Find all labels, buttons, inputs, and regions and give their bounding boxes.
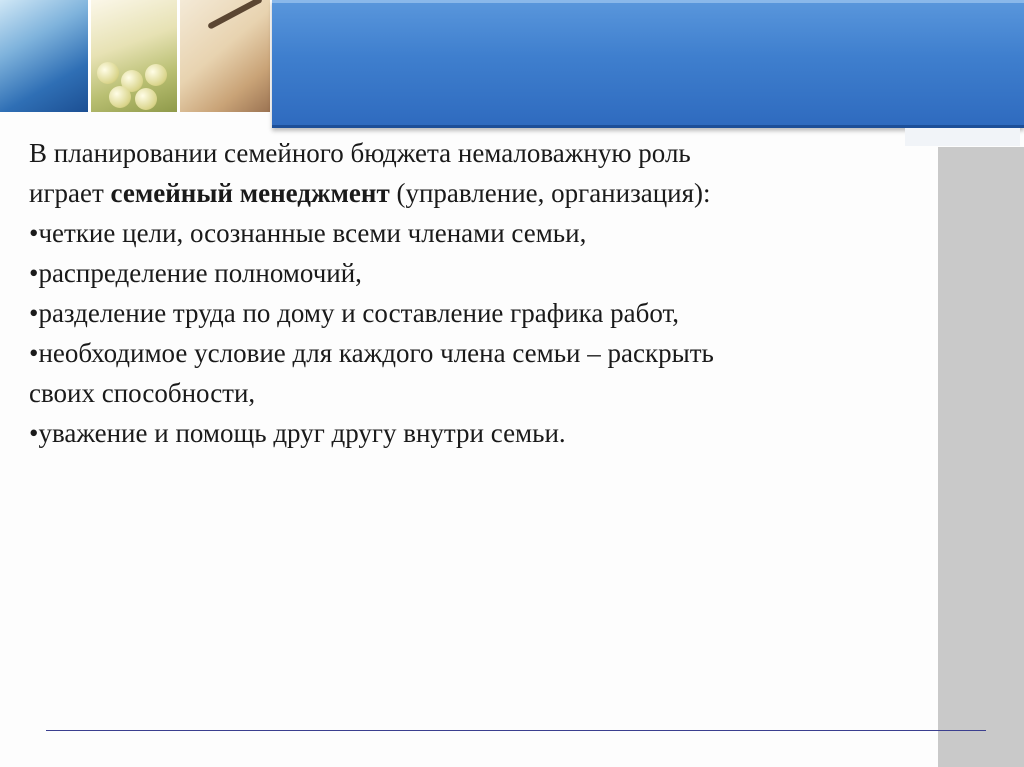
coins-photo (91, 0, 177, 112)
intro-lead: играет (29, 178, 111, 208)
side-column (938, 147, 1024, 767)
intro-tail: (управление, организация): (389, 178, 711, 208)
bullet-item: •четкие цели, осознанные всеми членами семьи, (29, 218, 587, 248)
intro-line-2 (29, 173, 929, 213)
footer-divider (46, 730, 986, 731)
header-bar (272, 0, 1024, 128)
slide-body (29, 133, 929, 453)
bullet-item-continued: своих способности, (29, 378, 256, 408)
key-term: семейный менеджмент (110, 178, 390, 208)
bullet-item: •разделение труда по дому и составление графика работ, (29, 298, 679, 328)
bullet-item: •уважение и помощь друг другу внутри семьи. (29, 418, 566, 448)
calculator-photo (0, 0, 88, 112)
intro-line-1: В планировании семейного бюджета немаловажную роль (29, 138, 691, 168)
coin-icon (145, 64, 167, 86)
coin-icon (135, 88, 157, 110)
bullet-item: •распределение полномочий, (29, 258, 362, 288)
coin-icon (97, 62, 119, 84)
bullet-item: •необходимое условие для каждого члена семьи – раскрыть (29, 338, 714, 368)
coin-icon (109, 86, 131, 108)
